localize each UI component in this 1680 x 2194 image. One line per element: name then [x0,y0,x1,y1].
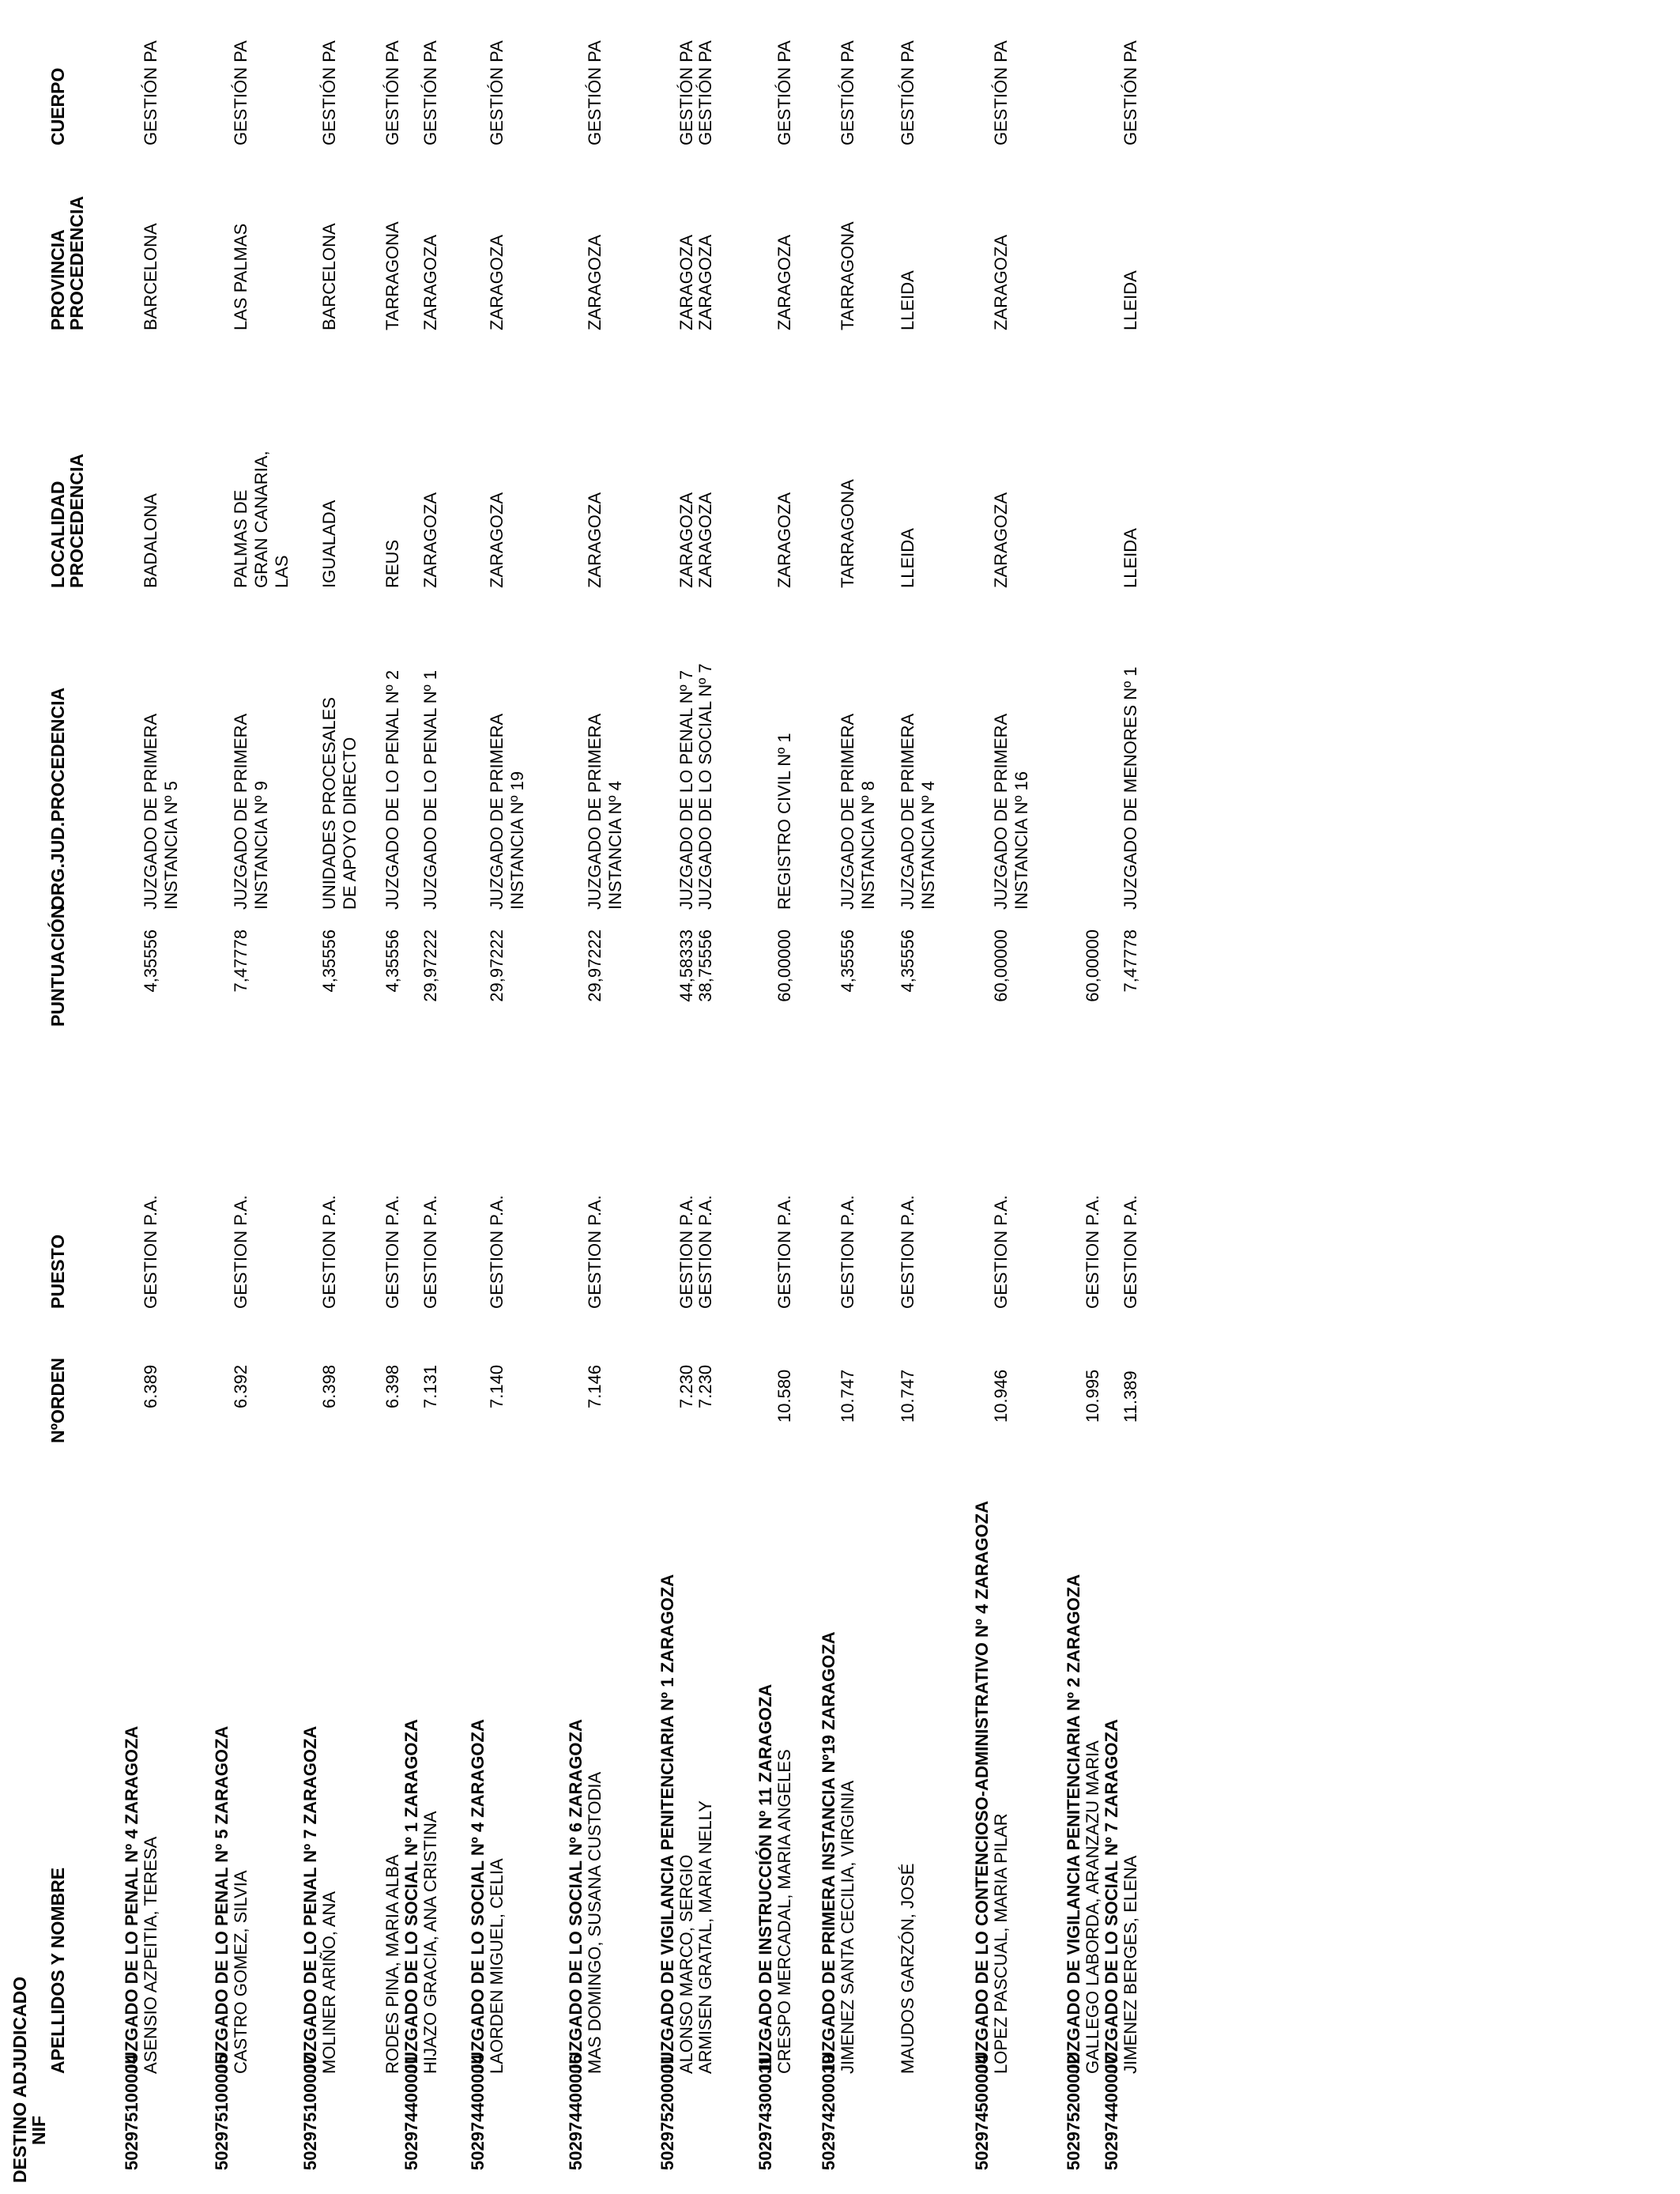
row-localidad: ZARAGOZA [585,492,605,588]
row-puesto: GESTION P.A. [319,1195,339,1309]
group-nif: 502975200002 [1064,2054,1083,2170]
group-nif: 502975100007 [300,2054,320,2170]
row-org: JUZGADO DE PRIMERA INSTANCIA Nº 4 [585,714,625,910]
row-cuerpo: GESTIÓN PA [585,40,605,145]
row-cuerpo: GESTIÓN PA [695,40,715,145]
row-norden: 7.230 [695,1364,715,1408]
row-provincia: BARCELONA [319,223,339,330]
row-provincia: ZARAGOZA [420,234,440,330]
group-nif: 502974200019 [819,2054,838,2170]
row-puntuacion: 7,47778 [231,929,250,993]
row-puntuacion: 4,35556 [141,929,160,993]
row-puntuacion: 60,00000 [774,929,794,1002]
row-nombre: ALONSO MARCO, SERGIO [676,1854,696,2074]
group-destino: JUZGADO DE LO PENAL Nº 5 ZARAGOZA [212,1725,232,2074]
row-localidad: PALMAS DE GRAN CANARIA, LAS [231,450,292,588]
row-org: JUZGADO DE MENORES Nº 1 [1121,666,1140,910]
row-localidad: ZARAGOZA [695,492,715,588]
row-provincia: ZARAGOZA [991,234,1011,330]
group-nif: 502974400001 [401,2054,421,2170]
row-cuerpo: GESTIÓN PA [319,40,339,145]
row-puesto: GESTION P.A. [676,1195,696,1309]
row-nombre: JIMENEZ BERGES, ELENA [1121,1855,1140,2074]
row-puntuacion: 4,35556 [898,929,917,993]
document-title: DESTINO ADJUDICADO [9,1976,30,2183]
row-provincia: ZARAGOZA [676,234,696,330]
row-localidad: LLEIDA [1121,528,1140,588]
row-org: JUZGADO DE PRIMERA INSTANCIA Nº 19 [487,714,527,910]
row-org: JUZGADO DE LO PENAL Nº 2 [382,669,402,910]
row-localidad: BADALONA [141,493,160,588]
row-localidad: REUS [382,539,402,588]
row-localidad: ZARAGOZA [487,492,507,588]
row-provincia: LLEIDA [898,270,917,330]
row-puntuacion: 4,35556 [319,929,339,993]
row-nombre: MAS DOMINGO, SUSANA CUSTODIA [585,1771,605,2074]
header-nombre: APELLIDOS Y NOMBRE [47,1867,68,2074]
row-norden: 10.580 [774,1369,794,1423]
header-localidad: LOCALIDAD [47,481,68,588]
row-norden: 10.995 [1083,1369,1102,1423]
group-destino: JUZGADO DE LO SOCIAL Nº 6 ZARAGOZA [566,1719,586,2074]
group-nif: 502974300011 [755,2055,775,2170]
header-norden: NºORDEN [47,1357,68,1443]
row-localidad: TARRAGONA [838,479,857,588]
row-cuerpo: GESTIÓN PA [898,40,917,145]
header-nif: NIF [28,2115,49,2145]
row-norden: 10.946 [991,1369,1011,1423]
header-puesto: PUESTO [47,1234,68,1309]
row-norden: 10.747 [838,1369,857,1423]
group-nif: 502975200001 [657,2054,677,2170]
header-localidad-2: PROCEDENCIA [66,454,87,588]
row-puntuacion: 29,97222 [487,929,507,1002]
row-org: JUZGADO DE PRIMERA INSTANCIA Nº 4 [898,714,938,910]
row-nombre: GALLEGO LABORDA, ARANZAZU MARIA [1083,1740,1102,2074]
row-org: JUZGADO DE PRIMERA INSTANCIA Nº 8 [838,714,878,910]
group-nif: 502975100004 [122,2054,141,2170]
row-nombre: HIJAZO GRACIA, ANA CRISTINA [420,1811,440,2074]
row-cuerpo: GESTIÓN PA [420,40,440,145]
row-puesto: GESTION P.A. [774,1195,794,1309]
row-puntuacion: 38,75556 [695,929,715,1002]
row-localidad: ZARAGOZA [676,492,696,588]
group-nif: 502974400006 [566,2054,586,2170]
row-org: UNIDADES PROCESALES DE APOYO DIRECTO [319,697,360,910]
row-localidad: IGUALADA [319,499,339,588]
row-norden: 7.146 [585,1364,605,1408]
header-provincia-2: PROCEDENCIA [66,196,87,330]
group-nif: 502974500004 [972,2054,992,2170]
group-destino: JUZGADO DE VIGILANCIA PENITENCIARIA Nº 2 ZARAGOZA [1064,1574,1083,2074]
group-destino: JUZGADO DE LO SOCIAL Nº 1 ZARAGOZA [401,1719,421,2074]
row-localidad: LLEIDA [898,528,917,588]
row-nombre: ASENSIO AZPEITIA, TERESA [141,1836,160,2074]
row-localidad: ZARAGOZA [420,492,440,588]
row-cuerpo: GESTIÓN PA [382,40,402,145]
row-org: JUZGADO DE LO SOCIAL Nº 7 [695,663,715,910]
header-provincia: PROVINCIA [47,229,68,330]
row-norden: 6.389 [141,1364,160,1408]
row-nombre: MOLINER ARIÑO, ANA [319,1891,339,2074]
row-provincia: TARRAGONA [382,221,402,330]
row-norden: 6.398 [319,1364,339,1408]
row-puntuacion: 60,00000 [1083,929,1102,1002]
row-nombre: JIMENEZ SANTA CECILIA, VIRGINIA [838,1780,857,2074]
header-puntuacion: PUNTUACIÓN [47,905,68,1027]
row-puesto: GESTION P.A. [695,1195,715,1309]
group-destino: JUZGADO DE LO PENAL Nº 4 ZARAGOZA [122,1725,141,2074]
row-nombre: MAUDOS GARZÓN, JOSÉ [898,1863,917,2074]
row-cuerpo: GESTIÓN PA [676,40,696,145]
row-norden: 6.398 [382,1364,402,1408]
row-norden: 7.131 [420,1364,440,1408]
row-provincia: ZARAGOZA [695,234,715,330]
row-puntuacion: 29,97222 [585,929,605,1002]
row-puesto: GESTION P.A. [420,1195,440,1309]
row-puesto: GESTION P.A. [141,1195,160,1309]
group-nif: 502975100005 [212,2054,232,2170]
row-org: JUZGADO DE LO PENAL Nº 7 [676,669,696,910]
row-nombre: LOPEZ PASCUAL, MARIA PILAR [991,1813,1011,2074]
row-puesto: GESTION P.A. [991,1195,1011,1309]
row-cuerpo: GESTIÓN PA [991,40,1011,145]
row-puesto: GESTION P.A. [231,1195,250,1309]
row-provincia: LAS PALMAS [231,223,250,330]
header-cuerpo: CUERPO [47,67,68,145]
row-nombre: ARMISEN GRATAL, MARIA NELLY [695,1800,715,2074]
row-provincia: ZARAGOZA [774,234,794,330]
row-provincia: ZARAGOZA [585,234,605,330]
row-norden: 11.389 [1121,1370,1140,1423]
row-localidad: ZARAGOZA [774,492,794,588]
group-destino: JUZGADO DE LO CONTENCIOSO-ADMINISTRATIVO Nº 4 ZARAGOZA [972,1500,992,2074]
row-puesto: GESTION P.A. [585,1195,605,1309]
row-cuerpo: GESTIÓN PA [838,40,857,145]
row-org: JUZGADO DE PRIMERA INSTANCIA Nº 5 [141,714,181,910]
header-org: ORG.JUD.PROCEDENCIA [47,687,68,910]
row-norden: 7.230 [676,1364,696,1408]
row-nombre: CASTRO GOMEZ, SILVIA [231,1870,250,2074]
row-cuerpo: GESTIÓN PA [231,40,250,145]
row-puntuacion: 4,35556 [382,929,402,993]
group-destino: JUZGADO DE VIGILANCIA PENITENCIARIA Nº 1 ZARAGOZA [657,1574,677,2074]
row-cuerpo: GESTIÓN PA [487,40,507,145]
row-provincia: TARRAGONA [838,221,857,330]
group-destino: JUZGADO DE PRIMERA INSTANCIA Nº19 ZARAGOZA [819,1631,838,2074]
row-norden: 10.747 [898,1369,917,1423]
row-puntuacion: 29,97222 [420,929,440,1002]
row-puesto: GESTION P.A. [487,1195,507,1309]
row-puesto: GESTION P.A. [838,1195,857,1309]
row-puesto: GESTION P.A. [1083,1195,1102,1309]
row-nombre: CRESPO MERCADAL, MARIA ANGELES [774,1749,794,2074]
row-org: JUZGADO DE PRIMERA INSTANCIA Nº 16 [991,714,1031,910]
group-nif: 502974400007 [1102,2054,1121,2170]
row-nombre: LAORDEN MIGUEL, CELIA [487,1858,507,2074]
row-org: JUZGADO DE LO PENAL Nº 1 [420,669,440,910]
row-norden: 7.140 [487,1364,507,1408]
row-org: REGISTRO CIVIL Nº 1 [774,733,794,910]
row-puntuacion: 60,00000 [991,929,1011,1002]
row-puntuacion: 7,47778 [1121,929,1140,993]
row-org: JUZGADO DE PRIMERA INSTANCIA Nº 9 [231,714,271,910]
row-puntuacion: 44,58333 [676,929,696,1002]
row-provincia: ZARAGOZA [487,234,507,330]
row-nombre: RODES PINA, MARIA ALBA [382,1854,402,2074]
row-puesto: GESTION P.A. [1121,1195,1140,1309]
row-localidad: ZARAGOZA [991,492,1011,588]
group-destino: JUZGADO DE INSTRUCCIÓN Nº 11 ZARAGOZA [755,1683,775,2074]
group-destino: JUZGADO DE LO SOCIAL Nº 7 ZARAGOZA [1102,1719,1121,2074]
group-nif: 502974400004 [468,2054,488,2170]
group-destino: JUZGADO DE LO SOCIAL Nº 4 ZARAGOZA [468,1719,488,2074]
row-cuerpo: GESTIÓN PA [141,40,160,145]
row-norden: 6.392 [231,1364,250,1408]
row-provincia: LLEIDA [1121,270,1140,330]
row-cuerpo: GESTIÓN PA [774,40,794,145]
row-puntuacion: 4,35556 [838,929,857,993]
row-cuerpo: GESTIÓN PA [1121,40,1140,145]
group-destino: JUZGADO DE LO PENAL Nº 7 ZARAGOZA [300,1725,320,2074]
row-puesto: GESTION P.A. [382,1195,402,1309]
row-provincia: BARCELONA [141,223,160,330]
row-puesto: GESTION P.A. [898,1195,917,1309]
